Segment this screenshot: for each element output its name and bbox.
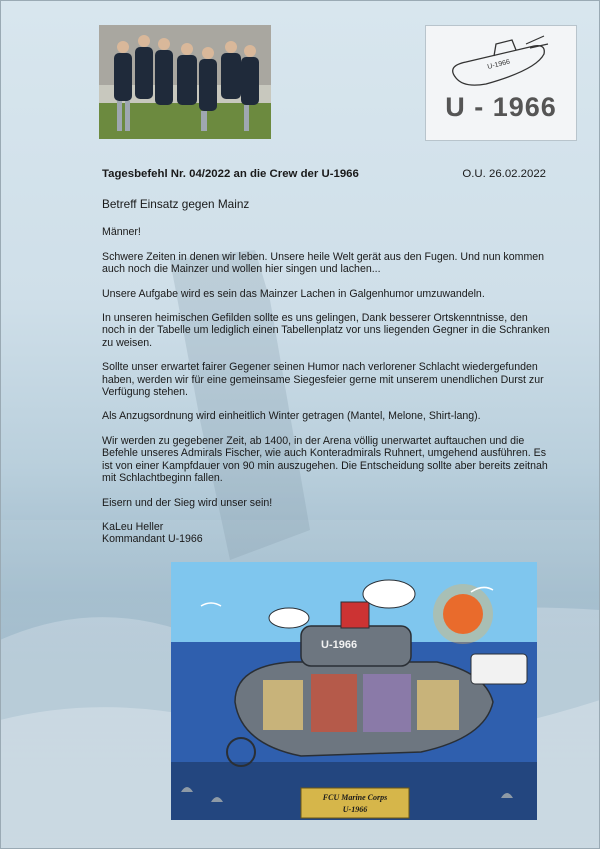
plaque bbox=[301, 788, 409, 818]
logo-title: U - 1966 bbox=[445, 92, 557, 122]
letter-body bbox=[102, 168, 552, 546]
paragraph: Sollte unser erwartet fairer Gegener seinen Humor nach verlorener Schlacht wiedergefunden haben, werden wir für eine gemeinsame Siegesfeier gerne mit unserem unendlichen Durst zur Verfügung stehen. bbox=[102, 361, 544, 399]
signature-role: Kommandant U-1966 bbox=[102, 533, 203, 546]
paragraph: Eisern und der Sieg wird unser sein! bbox=[102, 496, 273, 509]
subject-line: Betreff Einsatz gegen Mainz bbox=[102, 197, 250, 211]
crew-logo bbox=[425, 25, 577, 141]
paragraph: In unseren heimischen Gefilden sollte es uns gelingen, Dank besserer Ortskenntnisse, den noch in der Tabelle um lediglich einen Tabellenplatz vor uns liegenden Gegner in die Schranken zu weisen. bbox=[102, 312, 550, 349]
signature-name: KaLeu Heller bbox=[102, 520, 164, 533]
order-title: Tagesbefehl Nr. 04/2022 an die Crew der U-1966 bbox=[102, 168, 359, 180]
submarine-icon bbox=[426, 26, 576, 96]
svg-text:U-1966: U-1966 bbox=[342, 805, 368, 814]
crew-photo bbox=[99, 25, 271, 139]
svg-text:U-1966: U-1966 bbox=[321, 639, 358, 651]
svg-text:FCU Marine Corps: FCU Marine Corps bbox=[322, 793, 388, 802]
paragraph: Als Anzugsordnung wird einheitlich Winter getragen (Mantel, Melone, Shirt-lang). bbox=[102, 410, 481, 423]
paragraph: Unsere Aufgabe wird es sein das Mainzer Lachen in Galgenhumor umzuwandeln. bbox=[102, 287, 485, 300]
paragraph: Wir werden zu gegebener Zeit, ab 1400, in der Arena völlig unerwartet auftauchen und die Befehle unseres Admirals Fischer, wie auch Konteradmirals Ruhnert, umgehend ausführen. Es ist von einer Kampfdauer von 90 min auszugehen. Die Entscheidung sollte aber bereits zeitnah mit Schlachtbeginn fallen. bbox=[102, 434, 548, 485]
submarine-cartoon bbox=[171, 562, 537, 820]
salutation: Männer! bbox=[102, 226, 141, 239]
paragraph: Schwere Zeiten in denen wir leben. Unsere heile Welt gerät aus den Fugen. Und nun kommen auch noch die Mainzer und wollen hier singen und lachen... bbox=[102, 250, 545, 276]
svg-text:U-1966: U-1966 bbox=[486, 58, 511, 71]
order-date: O.U. 26.02.2022 bbox=[462, 168, 546, 180]
order-header bbox=[102, 168, 552, 182]
